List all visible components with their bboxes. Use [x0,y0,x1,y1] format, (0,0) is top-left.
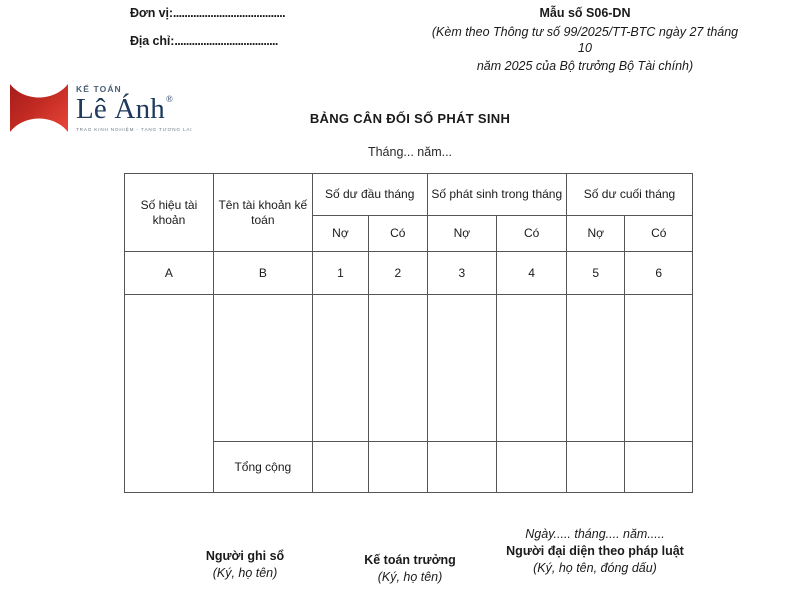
logo-eyebrow: KẾ TOÁN [76,84,122,94]
header-closing-credit: Có [625,216,693,252]
header-opening-credit: Có [369,216,427,252]
page-title: BẢNG CÂN ĐỐI SỐ PHÁT SINH [309,111,511,126]
body-cell-closing-credit[interactable] [625,295,693,442]
body-cell-movement-debit[interactable] [427,295,497,442]
logo-name-row [76,94,208,125]
header-period-movement: Số phát sinh trong tháng [427,174,566,216]
logo-wordmark [76,82,208,138]
chief-title: Kế toán trưởng [364,553,456,567]
colnum-movement-credit: 4 [497,252,567,295]
header-closing-balance: Số dư cuối tháng [567,174,693,216]
header-account-code: Số hiệu tài khoản [125,174,214,252]
body-cell-opening-debit[interactable] [312,295,368,442]
total-label: Tổng cộng [213,442,312,493]
period-subtitle: Tháng... năm... [367,145,453,159]
colnum-opening-credit: 2 [369,252,427,295]
colnum-closing-debit: 5 [567,252,625,295]
document-header [0,0,800,73]
logo-tagline: TRAO KINH NGHIỆM - TẠNG TƯƠNG LAI [76,127,193,132]
body-cell-opening-credit[interactable] [369,295,427,442]
table-body-entry-row [125,295,693,442]
signature-footer [0,512,800,600]
table-header-main-row [125,174,693,216]
address-label: Địa chỉ: [130,34,175,48]
legal-date-line: Ngày..... tháng.... năm..... [525,527,665,541]
signature-block-legal-representative [470,526,720,577]
header-account-name: Tên tài khoản kế toán [213,174,312,252]
colnum-movement-debit: 3 [427,252,497,295]
chief-note: (Ký, họ tên) [377,570,443,584]
form-number: Mẫu số S06-DN [539,6,631,20]
colnum-closing-credit: 6 [625,252,693,295]
body-cell-account-code[interactable] [125,295,214,493]
colnum-opening-debit: 1 [312,252,368,295]
colnum-account-code: A [125,252,214,295]
total-closing-debit[interactable] [567,442,625,493]
unit-info-block [130,6,330,62]
legal-note: (Ký, họ tên, đóng dấu) [533,561,657,575]
total-closing-credit[interactable] [625,442,693,493]
body-cell-closing-debit[interactable] [567,295,625,442]
unit-label: Đơn vị: [130,6,173,20]
legal-title: Người đại diện theo pháp luật [506,544,684,558]
address-dotted-line: .................................... [174,34,278,48]
form-reference-block [430,5,740,74]
writer-title: Người ghi sổ [205,549,285,563]
logo-name: Lê Ánh [76,93,165,125]
total-movement-credit[interactable] [497,442,567,493]
table-column-number-row [125,252,693,295]
header-opening-balance: Số dư đầu tháng [312,174,427,216]
company-logo [8,82,208,142]
body-cell-movement-credit[interactable] [497,295,567,442]
total-opening-debit[interactable] [312,442,368,493]
total-movement-debit[interactable] [427,442,497,493]
trial-balance-table [124,173,693,493]
colnum-account-name: B [213,252,312,295]
unit-dotted-line: ....................................... [172,6,285,20]
unit-field [130,6,330,21]
body-cell-account-name[interactable] [213,295,312,442]
logo-bowtie-icon [8,82,70,134]
form-circular-line2: năm 2025 của Bộ trưởng Bộ Tài chính) [476,59,694,73]
header-movement-credit: Có [497,216,567,252]
total-opening-credit[interactable] [369,442,427,493]
form-circular-line1: (Kèm theo Thông tư số 99/2025/TT-BTC ngày 27 tháng 10 [431,25,739,55]
registered-mark-icon: ® [165,93,173,104]
address-field [130,34,330,49]
writer-note: (Ký, họ tên) [212,566,278,580]
header-movement-debit: Nợ [427,216,497,252]
header-opening-debit: Nợ [312,216,368,252]
header-closing-debit: Nợ [567,216,625,252]
